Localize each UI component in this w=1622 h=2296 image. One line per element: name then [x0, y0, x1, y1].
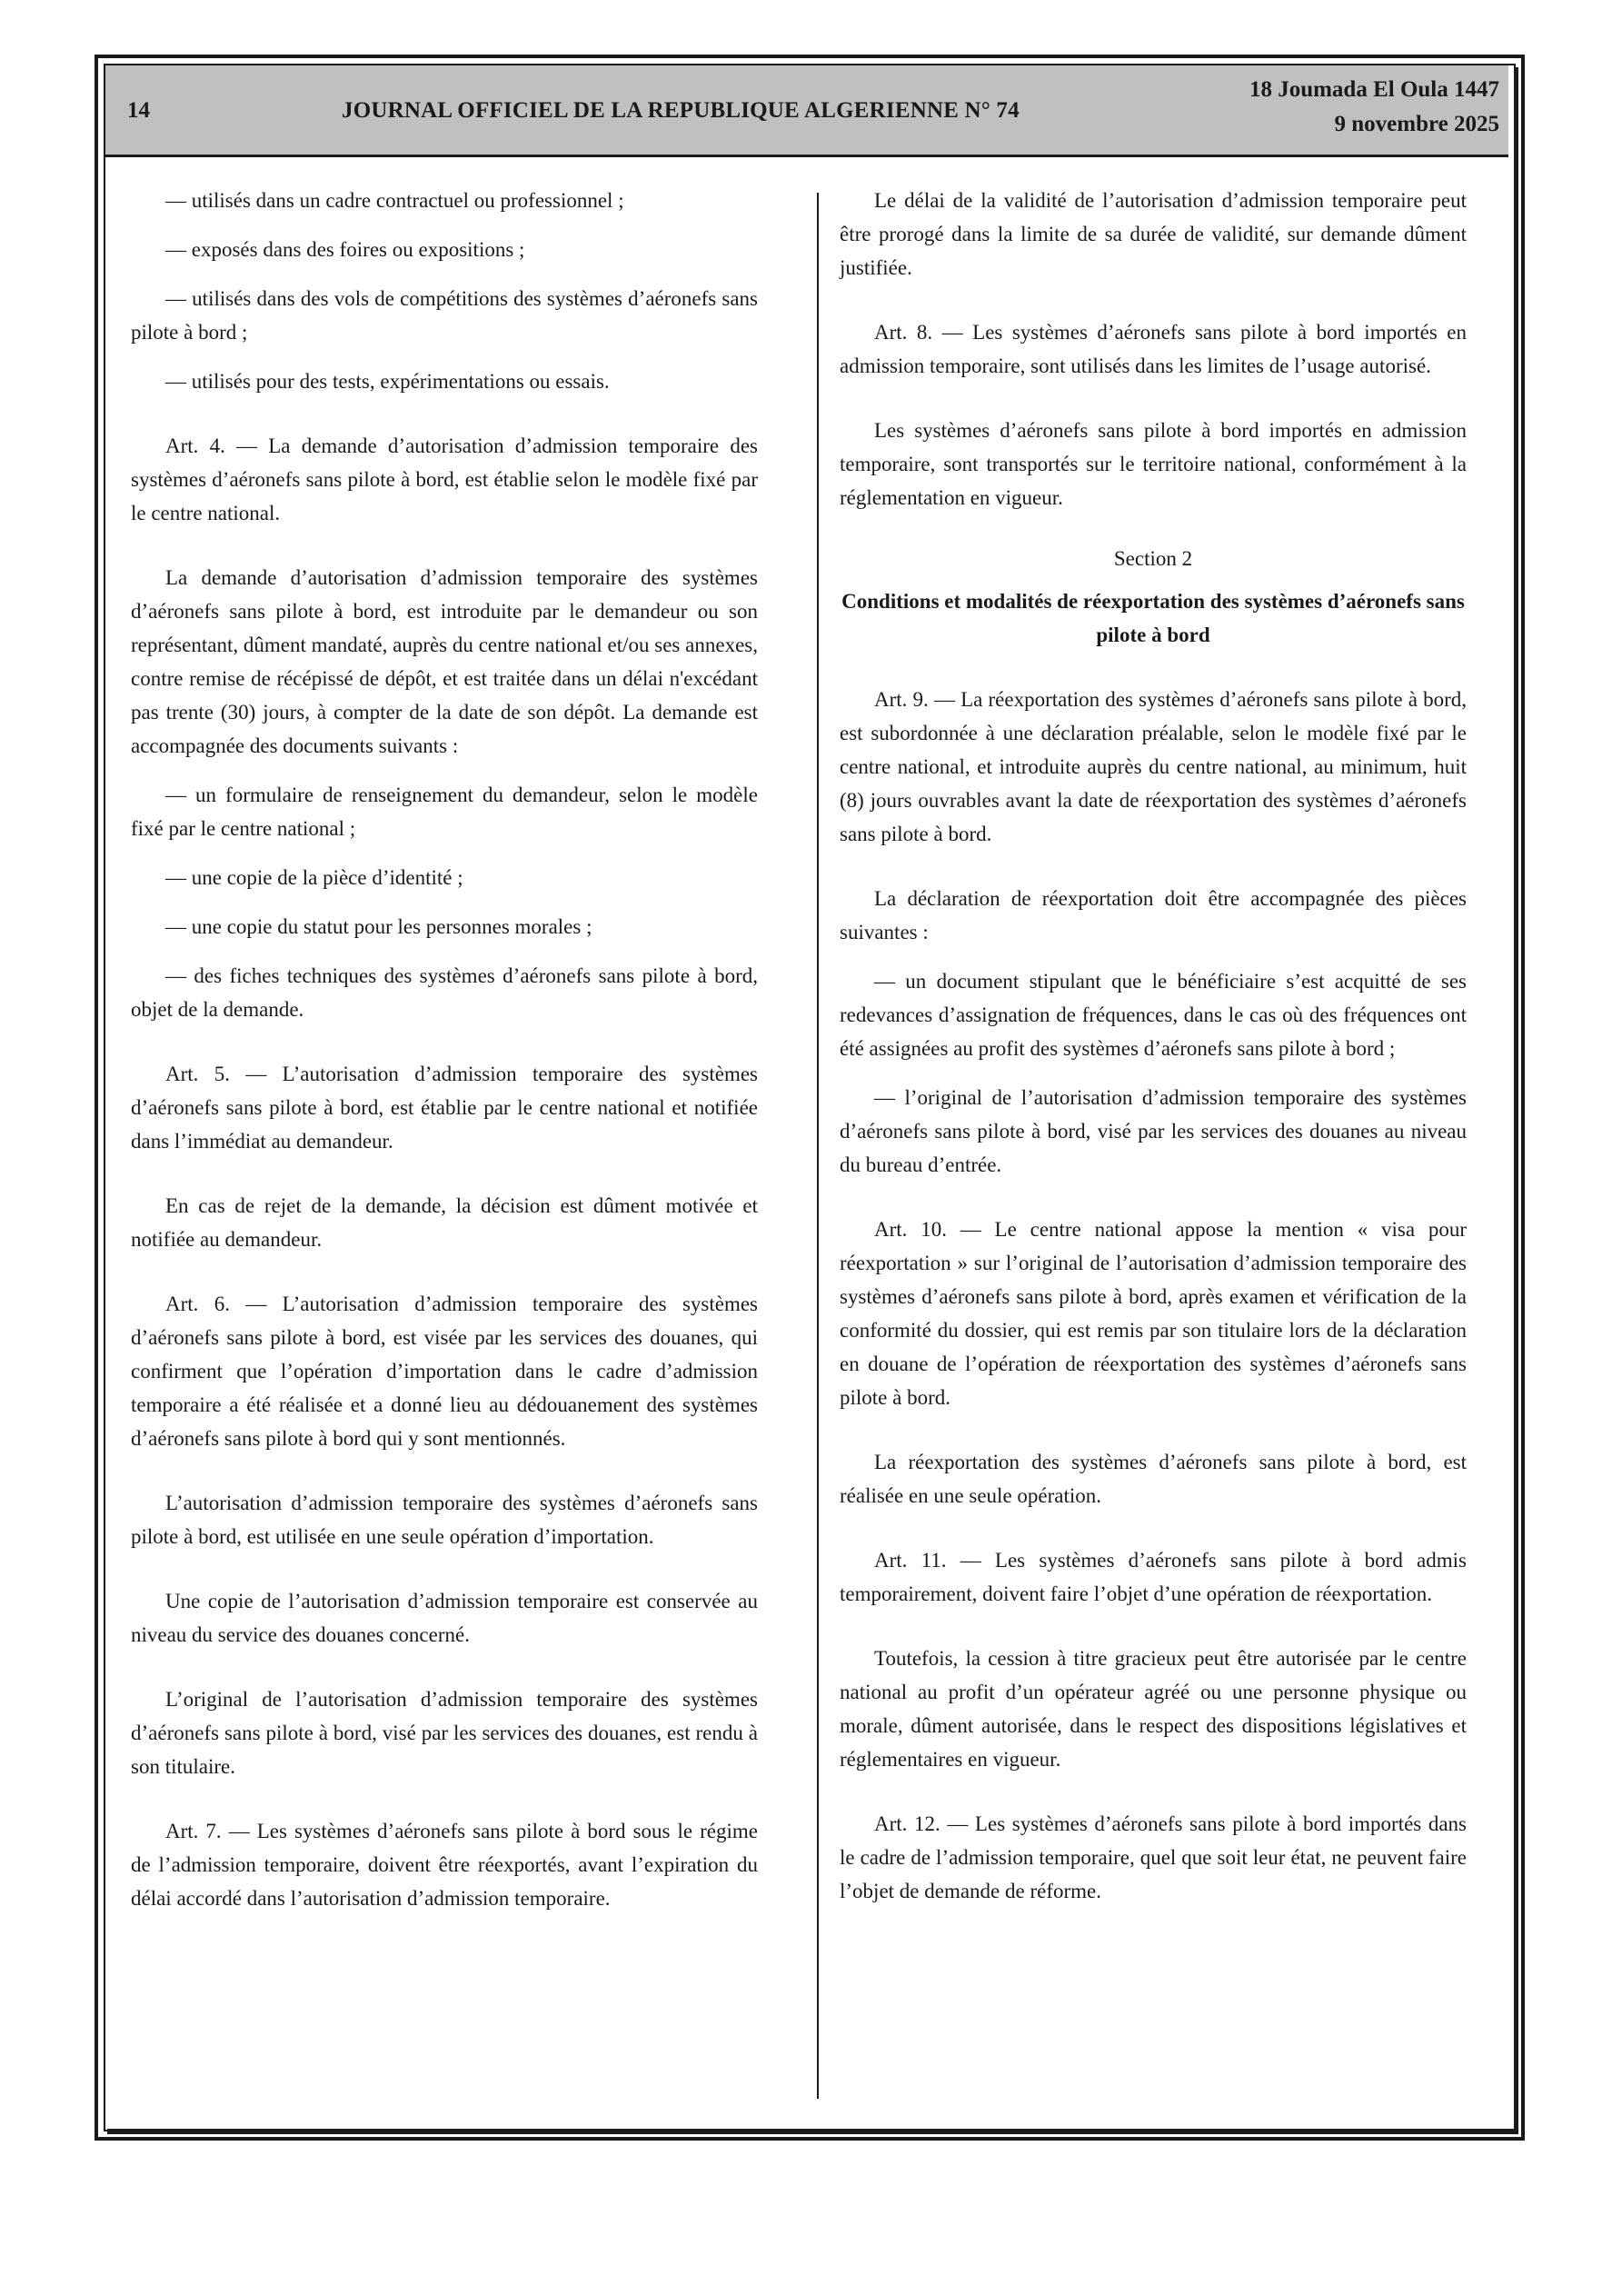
gregorian-date: 9 novembre 2025: [1334, 112, 1499, 136]
frame-shadow-right: [1514, 67, 1518, 2134]
section-label: Section 2: [1113, 547, 1193, 570]
right-column-bottom: [840, 683, 1467, 1908]
paragraph: Art. 6. — L’autorisation d’admission temporaire des systèmes d’aéronefs sans pilote à bord, est visée par les services des douanes, qui confirment que l’opération d’importation dans le cadre d’admission temporaire a été réalisée et a donné lieu au dédouanement des systèmes d’aéronefs sans pilote à bord qui y sont mentionnés.: [131, 1293, 758, 1450]
paragraph: Art. 7. — Les systèmes d’aéronefs sans pilote à bord sous le régime de l’admission temporaire, doivent être réexportés, avant l’expiration du délai accordé dans l’autorisation d’admission temporaire.: [131, 1820, 758, 1910]
paragraph: — utilisés dans des vols de compétitions des systèmes d’aéronefs sans pilote à bord ;: [131, 287, 758, 344]
paragraph: La réexportation des systèmes d’aéronefs sans pilote à bord, est réalisée en une seule opération.: [840, 1451, 1467, 1507]
paragraph: — exposés dans des foires ou expositions ;: [165, 238, 525, 261]
paragraph: Art. 4. — La demande d’autorisation d’admission temporaire des systèmes d’aéronefs sans pilote à bord, est établie selon le modèle fixé par le centre national.: [131, 434, 758, 524]
journal-title: JOURNAL OFFICIEL DE LA REPUBLIQUE ALGERIENNE N° 74: [342, 98, 1020, 123]
frame-shadow-bottom: [107, 2129, 1518, 2134]
paragraph: — utilisés pour des tests, expérimentations ou essais.: [165, 370, 610, 393]
paragraph: La demande d’autorisation d’admission temporaire des systèmes d’aéronefs sans pilote à bord, est introduite par le demandeur ou son représentant, dûment mandaté, auprès du centre national et/ou ses annexes, contre remise de récépissé de dépôt, et est traitée dans un délai n'excédant pas trente (30) jours, à compter de la date de son dépôt. La demande est accompagnée des documents suivants :: [131, 566, 758, 757]
paragraph: La déclaration de réexportation doit être accompagnée des pièces suivantes :: [840, 887, 1467, 943]
paragraph: L’autorisation d’admission temporaire des systèmes d’aéronefs sans pilote à bord, est utilisée en une seule opération d’importation.: [131, 1492, 758, 1548]
column-divider: [817, 193, 819, 2099]
paragraph: — une copie du statut pour les personnes morales ;: [165, 915, 592, 938]
section-title: Conditions et modalités de réexportation des systèmes d’aéronefs sans pilote à bord: [841, 590, 1465, 646]
issue-date: [1249, 73, 1499, 142]
left-column: [131, 184, 758, 1931]
paragraph: Art. 11. — Les systèmes d’aéronefs sans pilote à bord admis temporairement, doivent faire l’objet d’une opération de réexportation.: [840, 1549, 1467, 1605]
paragraph: — un formulaire de renseignement du demandeur, selon le modèle fixé par le centre national ;: [131, 784, 758, 840]
page-frame: [95, 55, 1525, 2141]
right-column-top: [840, 184, 1467, 514]
paragraph: Art. 5. — L’autorisation d’admission temporaire des systèmes d’aéronefs sans pilote à bord, est établie par le centre national et notifiée dans l’immédiat au demandeur.: [131, 1063, 758, 1153]
paragraph: — une copie de la pièce d’identité ;: [165, 866, 463, 889]
paragraph: Les systèmes d’aéronefs sans pilote à bord importés en admission temporaire, sont transportés sur le territoire national, conformément à la réglementation en vigueur.: [840, 419, 1467, 509]
page-header: [105, 65, 1508, 157]
paragraph: — des fiches techniques des systèmes d’aéronefs sans pilote à bord, objet de la demande.: [131, 964, 758, 1021]
paragraph: L’original de l’autorisation d’admission temporaire des systèmes d’aéronefs sans pilote à bord, visé par les services des douanes, est rendu à son titulaire.: [131, 1688, 758, 1778]
paragraph: En cas de rejet de la demande, la décision est dûment motivée et notifiée au demandeur.: [131, 1194, 758, 1251]
right-column: [840, 184, 1467, 1923]
paragraph: Art. 9. — La réexportation des systèmes d’aéronefs sans pilote à bord, est subordonnée à une déclaration préalable, selon le modèle fixé par le centre national, et introduite auprès du centre national, au minimum, huit (8) jours ouvrables avant la date de réexportation des systèmes d’aéronefs sans pilote à bord.: [840, 688, 1467, 845]
paragraph: Le délai de la validité de l’autorisation d’admission temporaire peut être prorogé dans la limite de sa durée de validité, sur demande dûment justifiée.: [840, 189, 1467, 279]
paragraph: Art. 8. — Les systèmes d’aéronefs sans pilote à bord importés en admission temporaire, sont utilisés dans les limites de l’usage autorisé.: [840, 321, 1467, 377]
hijri-date: 18 Joumada El Oula 1447: [1249, 77, 1499, 102]
paragraph: Art. 10. — Le centre national appose la mention « visa pour réexportation » sur l’original de l’autorisation d’admission temporaire des systèmes d’aéronefs sans pilote à bord, après examen et vérification de la conformité du dossier, qui est remis par son titulaire lors de la déclaration en douane de l’opération de réexportation des systèmes d’aéronefs sans pilote à bord.: [840, 1218, 1467, 1409]
paragraph: Toutefois, la cession à titre gracieux peut être autorisée par le centre national au profit d’un opérateur agréé ou une personne physique ou morale, dûment autorisée, dans le respect des dispositions législatives et réglementaires en vigueur.: [840, 1647, 1467, 1771]
paragraph: — un document stipulant que le bénéficiaire s’est acquitté de ses redevances d’assignation de fréquences, dans le cas où des fréquences ont été assignées au profit des systèmes d’aéronefs sans pilote à bord ;: [840, 970, 1467, 1060]
paragraph: — utilisés dans un cadre contractuel ou professionnel ;: [165, 189, 624, 212]
paragraph: Art. 12. — Les systèmes d’aéronefs sans pilote à bord importés dans le cadre de l’admission temporaire, quel que soit leur état, ne peuvent faire l’objet de demande de réforme.: [840, 1812, 1467, 1902]
paragraph: — l’original de l’autorisation d’admission temporaire des systèmes d’aéronefs sans pilote à bord, visé par les services des douanes au niveau du bureau d’entrée.: [840, 1086, 1467, 1176]
paragraph: Une copie de l’autorisation d’admission temporaire est conservée au niveau du service des douanes concerné.: [131, 1590, 758, 1646]
page-number: 14: [127, 98, 150, 123]
page-inner-border: [104, 64, 1516, 2131]
